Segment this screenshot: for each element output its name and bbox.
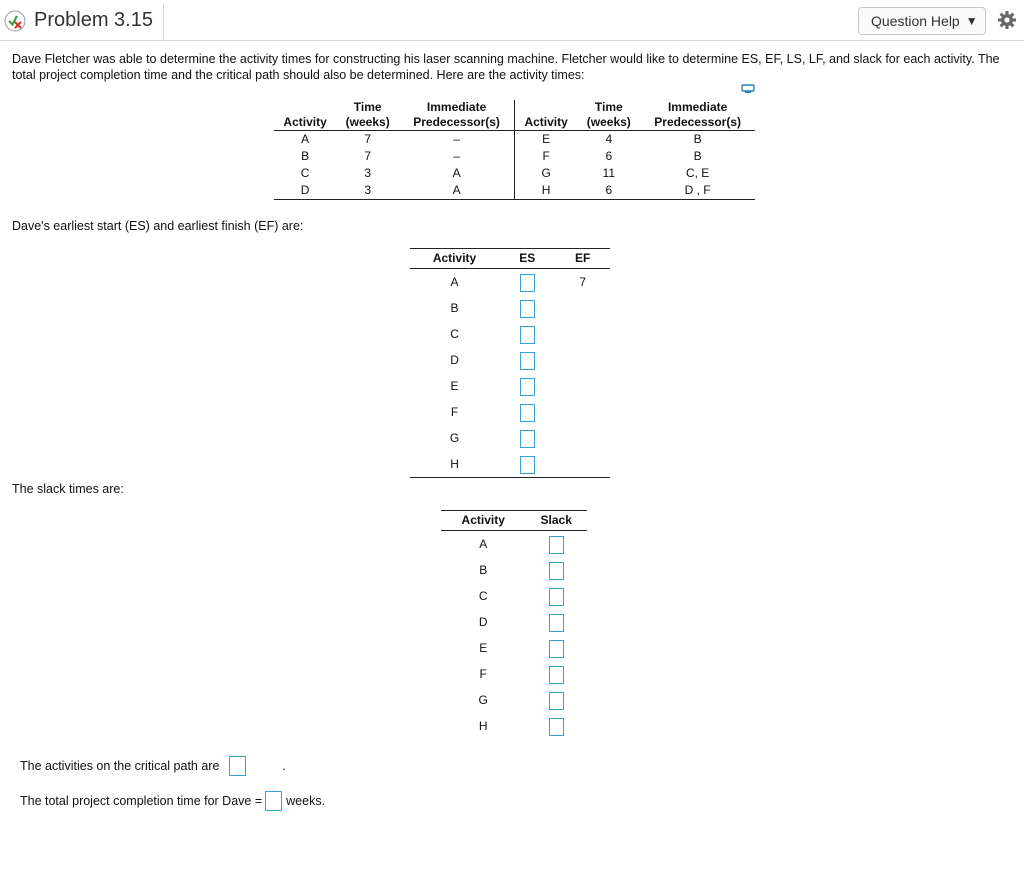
time-cell: 7	[364, 149, 372, 163]
table-row	[441, 687, 587, 713]
es-ef-table	[410, 248, 610, 478]
ef-value-e	[555, 373, 610, 399]
ef-value-f	[555, 399, 610, 425]
table-row	[410, 347, 610, 373]
completion-unit: weeks.	[286, 794, 326, 808]
es-input-c[interactable]	[520, 326, 535, 344]
col-header-predecessors: Immediate Predecessor(s)	[413, 100, 500, 129]
es-input-d[interactable]	[520, 352, 535, 370]
table-row	[274, 148, 755, 165]
predecessor-cell: –	[453, 149, 460, 163]
predecessor-cell: C, E	[685, 166, 710, 180]
question-help-button[interactable]	[858, 7, 986, 35]
ef-value-g	[555, 425, 610, 451]
es-input-b[interactable]	[520, 300, 535, 318]
activity-cell: E	[479, 641, 488, 655]
activity-cell: A	[479, 537, 488, 551]
predecessor-cell: B	[693, 132, 702, 146]
time-cell: 11	[602, 166, 616, 180]
ef-value-d	[555, 347, 610, 373]
slack-input-d[interactable]	[549, 614, 564, 632]
col-header-time: Time (weeks)	[345, 100, 390, 129]
activity-times-table	[274, 100, 755, 200]
predecessor-cell: A	[452, 183, 461, 197]
col-header-slack: Slack	[525, 511, 587, 531]
activity-cell: A	[301, 132, 310, 146]
activity-cell: C	[478, 589, 488, 603]
gear-icon[interactable]	[998, 11, 1016, 29]
col-header-ef: EF	[555, 249, 610, 269]
es-input-a[interactable]	[520, 274, 535, 292]
col-header-activity: Activity	[514, 100, 577, 131]
completion-time-line	[20, 790, 325, 812]
col-header-predecessors: Immediate Predecessor(s)	[654, 100, 741, 129]
table-row	[410, 321, 610, 347]
slack-input-g[interactable]	[549, 692, 564, 710]
col-header-activity: Activity	[410, 249, 499, 269]
table-row	[410, 373, 610, 399]
slack-prompt: The slack times are:	[12, 482, 124, 496]
table-row	[441, 583, 587, 609]
es-input-g[interactable]	[520, 430, 535, 448]
slack-input-a[interactable]	[549, 536, 564, 554]
table-row	[410, 425, 610, 451]
table-row	[274, 165, 755, 182]
es-ef-prompt: Dave's earliest start (ES) and earliest finish (EF) are:	[12, 219, 304, 233]
activity-cell: C	[300, 166, 310, 180]
slack-input-c[interactable]	[549, 588, 564, 606]
activity-cell: F	[479, 667, 487, 681]
predecessor-cell: B	[693, 149, 702, 163]
activity-cell: C	[450, 327, 459, 341]
problem-statement: Dave Fletcher was able to determine the activity times for constructing his laser scanning machine. Fletcher would like to determine ES, EF, LS, LF, and slack for each activity. The total project completion time and the critical path should also be determined. Here are the activity times:	[12, 52, 1000, 82]
time-cell: 3	[364, 166, 372, 180]
table-row	[441, 557, 587, 583]
table-row	[441, 531, 587, 558]
page-title: Problem 3.15	[34, 9, 153, 31]
table-row	[274, 131, 755, 149]
activity-cell: H	[450, 457, 459, 471]
table-row	[410, 451, 610, 478]
activity-cell: A	[450, 275, 459, 289]
activity-cell: H	[478, 719, 488, 733]
table-row	[274, 182, 755, 200]
activity-cell: G	[449, 431, 460, 445]
table-row	[410, 295, 610, 321]
table-row	[410, 269, 610, 296]
predecessor-cell: D , F	[684, 183, 711, 197]
ef-value-a: 7	[579, 275, 587, 289]
activity-cell: E	[450, 379, 459, 393]
predecessor-cell: –	[453, 132, 460, 146]
question-help-label: Question Help	[871, 13, 960, 29]
predecessor-cell: A	[452, 166, 461, 180]
activity-cell: G	[514, 165, 577, 182]
ef-value-h	[555, 451, 610, 478]
activity-cell: G	[478, 693, 488, 707]
slack-table	[441, 510, 587, 739]
col-header-activity: Activity	[283, 115, 327, 129]
activity-cell: F	[514, 148, 577, 165]
partial-correct-icon	[4, 10, 26, 32]
ef-value-b	[555, 295, 610, 321]
critical-path-input[interactable]	[229, 756, 246, 776]
table-row	[441, 609, 587, 635]
time-cell: 4	[605, 132, 613, 146]
time-cell: 7	[364, 132, 372, 146]
col-header-activity: Activity	[441, 511, 525, 531]
copy-table-icon[interactable]	[741, 84, 755, 94]
slack-input-h[interactable]	[549, 718, 564, 736]
table-row	[441, 661, 587, 687]
slack-input-e[interactable]	[549, 640, 564, 658]
activity-cell: H	[514, 182, 577, 200]
table-row	[441, 635, 587, 661]
critical-path-label: The activities on the critical path are	[20, 759, 220, 773]
caret-down-icon: ▼	[965, 14, 978, 28]
activity-cell: B	[301, 149, 310, 163]
activity-cell: F	[450, 405, 459, 419]
es-input-f[interactable]	[520, 404, 535, 422]
completion-time-input[interactable]	[265, 791, 282, 811]
es-input-e[interactable]	[520, 378, 535, 396]
col-header-time: Time (weeks)	[586, 100, 631, 129]
header-divider	[0, 40, 1024, 41]
ef-value-c	[555, 321, 610, 347]
activity-cell: B	[450, 301, 459, 315]
table-row	[441, 713, 587, 739]
es-input-h[interactable]	[520, 456, 535, 474]
activity-cell: D	[300, 183, 310, 197]
completion-label: The total project completion time for Dave =	[20, 794, 263, 808]
activity-cell: D	[478, 615, 488, 629]
time-cell: 6	[605, 183, 613, 197]
slack-input-f[interactable]	[549, 666, 564, 684]
critical-path-line	[20, 755, 286, 777]
activity-cell: B	[479, 563, 488, 577]
table-row	[410, 399, 610, 425]
critical-path-period: .	[282, 759, 286, 773]
activity-cell: E	[514, 131, 577, 149]
title-divider	[163, 4, 164, 40]
col-header-es: ES	[499, 249, 555, 269]
slack-input-b[interactable]	[549, 562, 564, 580]
activity-cell: D	[450, 353, 459, 367]
time-cell: 6	[605, 149, 613, 163]
time-cell: 3	[364, 183, 372, 197]
